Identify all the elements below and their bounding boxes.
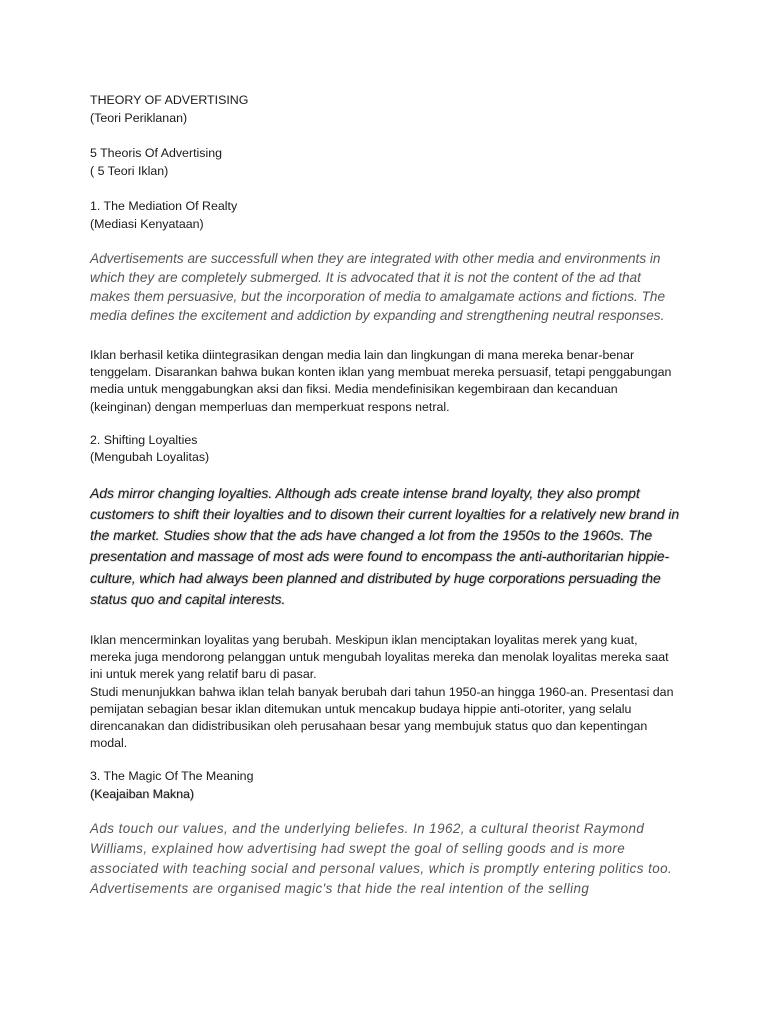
document-page <box>90 92 680 899</box>
section-subheading: ( 5 Teori Iklan) <box>90 163 169 178</box>
theory-3-heading: 3. The Magic Of The Meaning <box>90 769 254 784</box>
theory-2-subheading: (Mengubah Loyalitas) <box>90 450 210 465</box>
document-subtitle: (Teori Periklanan) <box>90 110 188 125</box>
theory-3-english-paragraph: Ads touch our values, and the underlying beliefes. In 1962, a cultural theorist Raymond Williams, explained how advertising had swept the goal of selling goods and is more associated with teaching social and personal values, which is promptly entering politics too. Advertisements are organised magic's that hide the real intention of the selling <box>90 821 673 896</box>
theory-2-indonesian-paragraph-1: Iklan mencerminkan loyalitas yang berubah. Meskipun iklan menciptakan loyalitas merek yang kuat, mereka juga mendorong pelanggan untuk mengubah loyalitas mereka dan menolak loyalitas mereka saat ini untuk merek yang relatif baru di pasar. <box>90 633 669 682</box>
document-title: THEORY OF ADVERTISING <box>90 93 249 107</box>
theory-1-heading: 1. The Mediation Of Realty <box>90 199 238 213</box>
theory-1-subheading: (Mediasi Kenyataan) <box>90 216 204 231</box>
theory-2-english-paragraph: Ads mirror changing loyalties. Although ads create intense brand loyalty, they also prompt customers to shift their loyalties and to disown their current loyalties for a relatively new brand in the market. Studies show that the ads have changed a lot from the 1950s to the 1960s. The presentation and massage of most ads were found to encompass the anti-authoritarian hippie-culture, which had always been planned and distributed by huge corporations persuading the status quo and capital interests. <box>90 484 680 607</box>
theory-1-indonesian-paragraph: Iklan berhasil ketika diintegrasikan dengan media lain dan lingkungan di mana mereka benar-benar tenggelam. Disarankan bahwa bukan konten iklan yang membuat mereka persuasif, tetapi penggabungan media untuk menggabungkan aksi dan fiksi. Media mendefinisikan kegembiraan dan kecanduan (keinginan) dengan memperluas dan memperkuat respons netral. <box>90 348 672 414</box>
theory-1-english-paragraph: Advertisements are successfull when they are integrated with other media and environments in which they are completely submerged. It is advocated that it is not the content of the ad that makes them persuasive, but the incorporation of media to amalgamate actions and fictions. The media defines the excitement and addiction by expanding and strengthening neutral responses. <box>90 251 666 323</box>
theory-3-subheading: (Keajaiban Makna) <box>90 786 195 801</box>
theory-2-indonesian-paragraph-2: Studi menunjukkan bahwa iklan telah banyak berubah dari tahun 1950-an hingga 1960-an. Presentasi dan pemijatan sebagian besar iklan ditemukan untuk mencakup budaya hippie anti-otoriter, yang selalu direncanakan dan didistribusikan oleh perusahaan besar yang membujuk status quo dan kepentingan modal. <box>90 684 674 751</box>
section-heading: 5 Theoris Of Advertising <box>90 146 223 160</box>
theory-2-heading: 2. Shifting Loyalties <box>90 432 198 447</box>
